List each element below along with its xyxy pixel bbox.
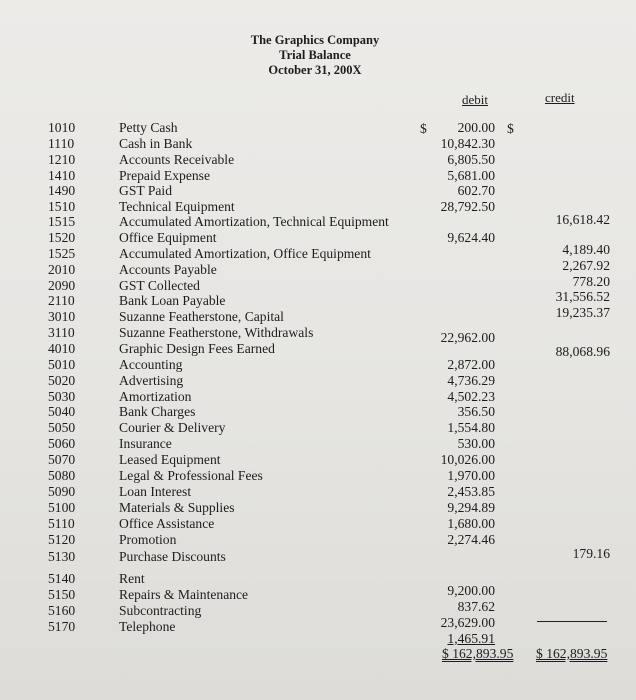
debit-amount: 2,274.46 xyxy=(447,532,495,547)
account-name: Leased Equipment xyxy=(119,452,221,467)
account-number: 5110 xyxy=(48,516,75,531)
account-row xyxy=(0,546,636,565)
debit-dollar-sign: $ xyxy=(420,121,427,136)
account-row xyxy=(0,305,636,325)
account-name: Insurance xyxy=(119,436,172,451)
account-number: 5020 xyxy=(48,373,76,388)
account-row xyxy=(0,214,636,230)
account-number: 3010 xyxy=(48,309,76,324)
account-number: 5070 xyxy=(48,452,76,467)
account-number: 1210 xyxy=(48,152,76,167)
account-name: Office Assistance xyxy=(119,516,215,531)
debit-amount: 9,624.40 xyxy=(447,230,495,245)
account-number: 1410 xyxy=(48,168,76,183)
debit-amount: 1,680.00 xyxy=(447,516,495,531)
account-name: Accumulated Amortization, Technical Equipment xyxy=(119,214,389,229)
account-row xyxy=(0,341,636,357)
account-name: Suzanne Featherstone, Withdrawals xyxy=(119,325,314,340)
credit-amount: 31,556.52 xyxy=(555,289,610,304)
account-name: Petty Cash xyxy=(119,120,178,135)
credit-amount: 179.16 xyxy=(572,546,610,561)
account-row xyxy=(0,532,636,548)
account-row xyxy=(0,289,636,309)
account-name: Repairs & Maintenance xyxy=(119,587,249,602)
account-name: GST Collected xyxy=(119,278,200,293)
debit-amount: 10,026.00 xyxy=(440,452,495,467)
account-name: Promotion xyxy=(119,532,177,547)
account-row xyxy=(0,373,636,389)
credit-amount: 88,068.96 xyxy=(555,344,610,359)
account-row xyxy=(0,468,636,484)
account-name: Amortization xyxy=(119,389,192,404)
account-name: Advertising xyxy=(119,373,184,388)
report-date: October 31, 200X xyxy=(268,63,362,77)
debit-amount: 530.00 xyxy=(457,436,495,451)
debit-column-header: debit xyxy=(462,92,488,107)
debit-amount: 837.62 xyxy=(457,599,495,614)
account-name: Cash in Bank xyxy=(119,136,193,151)
account-name: Telephone xyxy=(119,619,176,634)
report-title: Trial Balance xyxy=(279,48,351,62)
account-number: 5160 xyxy=(48,603,76,618)
account-name: Prepaid Expense xyxy=(119,168,210,183)
credit-amount: 19,235.37 xyxy=(555,305,610,320)
debit-amount: 2,453.85 xyxy=(447,484,495,499)
account-number: 5130 xyxy=(48,549,76,564)
account-name: Materials & Supplies xyxy=(119,500,235,515)
debit-amount: 9,200.00 xyxy=(447,583,495,598)
account-row xyxy=(0,357,636,373)
account-number: 1510 xyxy=(48,199,76,214)
account-row xyxy=(0,389,636,405)
debit-amount: 200.00 xyxy=(457,120,495,135)
account-number: 3110 xyxy=(48,325,75,340)
account-row xyxy=(0,484,636,500)
credit-amount: 2,267.92 xyxy=(562,258,610,273)
debit-amount: 602.70 xyxy=(457,183,495,198)
account-row xyxy=(0,199,636,215)
account-number: 1010 xyxy=(48,120,76,135)
account-number: 5170 xyxy=(48,619,76,634)
account-row xyxy=(0,404,636,420)
account-row xyxy=(0,242,636,262)
debit-total: $ 162,893.95 xyxy=(442,646,514,661)
account-name: Loan Interest xyxy=(119,484,192,499)
account-number: 2110 xyxy=(48,293,75,308)
debit-amount: 2,872.00 xyxy=(447,357,495,372)
account-number: 5140 xyxy=(48,571,76,586)
debit-amount: 22,962.00 xyxy=(440,330,495,345)
account-number: 1515 xyxy=(48,214,76,229)
company-name: The Graphics Company xyxy=(250,33,380,47)
account-number: 1110 xyxy=(48,136,75,151)
account-name: Graphic Design Fees Earned xyxy=(119,341,275,356)
debit-amount: 1,970.00 xyxy=(447,468,495,483)
account-name: Bank Charges xyxy=(119,404,196,419)
credit-amount: 4,189.40 xyxy=(562,242,610,257)
account-name: Accounting xyxy=(119,357,183,372)
credit-amount: 16,618.42 xyxy=(555,212,610,227)
account-number: 1490 xyxy=(48,183,76,198)
account-row xyxy=(0,325,636,345)
account-name: Office Equipment xyxy=(119,230,217,245)
account-row xyxy=(0,230,636,246)
account-number: 5030 xyxy=(48,389,76,404)
debit-amount: 4,502.23 xyxy=(447,389,495,404)
account-name: Subcontracting xyxy=(119,603,202,618)
account-row xyxy=(0,183,636,199)
account-name: Accumulated Amortization, Office Equipment xyxy=(119,246,371,261)
account-number: 4010 xyxy=(48,341,76,356)
account-name: Technical Equipment xyxy=(119,199,235,214)
debit-amount: 23,629.00 xyxy=(440,615,495,630)
account-number: 2090 xyxy=(48,278,76,293)
account-name: Suzanne Featherstone, Capital xyxy=(119,309,284,324)
account-name: Accounts Receivable xyxy=(119,152,235,167)
debit-amount: 6,805.50 xyxy=(447,152,495,167)
account-row xyxy=(0,152,636,168)
account-number: 5040 xyxy=(48,404,76,419)
account-number: 5080 xyxy=(48,468,76,483)
debit-amount: 10,842.30 xyxy=(440,136,495,151)
account-name: Bank Loan Payable xyxy=(119,293,226,308)
account-name: Courier & Delivery xyxy=(119,420,226,435)
account-row xyxy=(0,500,636,516)
account-name: Rent xyxy=(119,571,145,586)
debit-amount: 4,736.29 xyxy=(447,373,495,388)
account-number: 5090 xyxy=(48,484,76,499)
account-number: 5010 xyxy=(48,357,76,372)
account-row xyxy=(0,436,636,452)
debit-amount: 9,294.89 xyxy=(447,500,495,515)
account-number: 1525 xyxy=(48,246,76,261)
account-row xyxy=(0,168,636,184)
account-name: Legal & Professional Fees xyxy=(119,468,263,483)
account-number: 5120 xyxy=(48,532,76,547)
account-row xyxy=(0,274,636,294)
account-number: 2010 xyxy=(48,262,76,277)
account-name: Purchase Discounts xyxy=(119,549,226,564)
account-name: GST Paid xyxy=(119,183,173,198)
debit-amount: 28,792.50 xyxy=(440,199,495,214)
account-number: 5150 xyxy=(48,587,76,602)
account-row xyxy=(0,452,636,468)
credit-total: $ 162,893.95 xyxy=(536,646,608,661)
account-number: 1520 xyxy=(48,230,76,245)
credit-dollar-sign: $ xyxy=(507,121,514,136)
debit-amount: 1,554.80 xyxy=(447,420,495,435)
account-row xyxy=(0,136,636,152)
account-number: 5050 xyxy=(48,420,76,435)
credit-column-header: credit xyxy=(545,90,575,105)
account-row xyxy=(0,258,636,278)
account-number: 5100 xyxy=(48,500,76,515)
account-row xyxy=(0,420,636,436)
account-name: Accounts Payable xyxy=(119,262,217,277)
account-number: 5060 xyxy=(48,436,76,451)
credit-amount: 778.20 xyxy=(572,274,610,289)
account-row xyxy=(0,120,636,136)
debit-amount: 356.50 xyxy=(457,404,495,419)
debit-amount: 5,681.00 xyxy=(447,168,495,183)
credit-total-rule xyxy=(537,621,607,622)
debit-amount: 1,465.91 xyxy=(447,631,495,646)
account-row xyxy=(0,516,636,532)
